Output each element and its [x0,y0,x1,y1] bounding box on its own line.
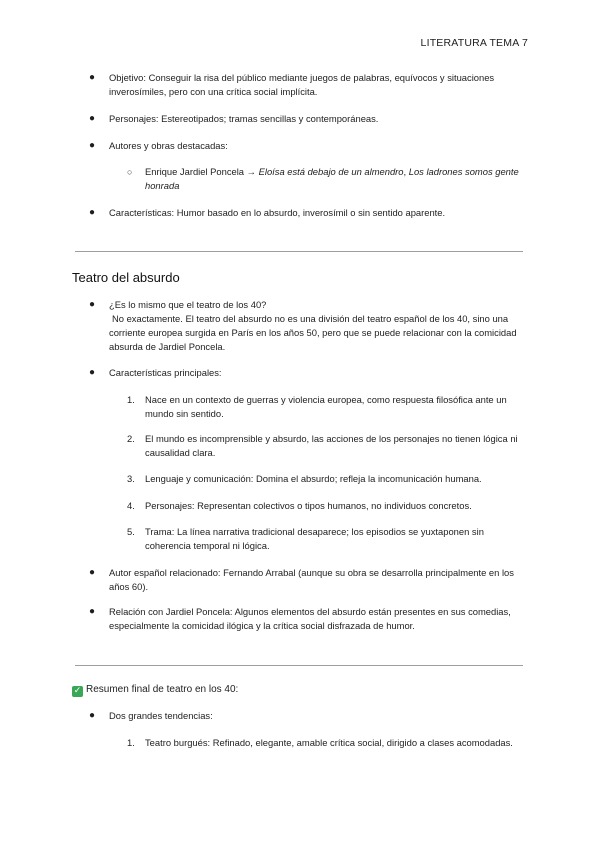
relacion-item: Relación con Jardiel Poncela: Algunos elementos del absurdo están presentes en sus comedias, especialmente la comicidad ilógica y la crítica social disfrazada de humor. [109,606,511,631]
page-header: LITERATURA TEMA 7 [420,37,528,49]
horizontal-divider [75,665,523,666]
personajes-item: Personajes: Estereotipados; tramas sencillas y contemporáneas. [109,113,379,124]
horizontal-divider [75,251,523,252]
respuesta-text: No exactamente. El teatro del absurdo no es una división del teatro español de los 40, sino una corriente europea surgida en París en los años 50, pero que se puede relacionar con la comicidad absurda de Jardiel Poncela. [109,313,517,352]
bullet-icon: ● [89,207,96,218]
list-number: 2. [127,433,135,444]
caracteristicas-principales-label: Características principales: [109,367,222,378]
bullet-icon: ● [89,140,96,151]
list-item: El mundo es incomprensible y absurdo, las acciones de los personajes no tienen lógica ni causalidad clara. [145,433,518,458]
obra-separador: , [403,166,407,177]
list-item: Teatro burgués: Refinado, elegante, amable crítica social, dirigido a clases acomodadas. [145,737,513,748]
bullet-icon: ● [89,710,96,721]
list-number: 1. [127,394,135,405]
autor-obras-item [145,165,530,193]
list-item: Personajes: Representan colectivos o tipos humanos, no individuos concretos. [145,500,472,511]
list-item: Trama: La línea narrativa tradicional desaparece; los episodios se yuxtaponen sin coherencia temporal ni lógica. [145,526,484,551]
section-heading: Teatro del absurdo [72,270,180,285]
bullet-icon: ● [89,113,96,124]
check-mark-icon: ✓ [73,686,82,696]
bullet-icon: ● [89,367,96,378]
obra-ladrones: Los ladrones somos gente honrada [145,166,519,191]
pregunta-text: ¿Es lo mismo que el teatro de los 40? [109,299,267,310]
autor-espanol-item: Autor español relacionado: Fernando Arrabal (aunque su obra se desarrolla principalmente en los años 60). [109,567,514,592]
resumen-title: Resumen final de teatro en los 40: [86,684,239,695]
bullet-icon: ● [89,299,96,310]
bullet-icon: ● [89,72,96,83]
circle-bullet-icon: ○ [127,167,133,177]
autores-item: Autores y obras destacadas: [109,140,228,151]
bullet-icon: ● [89,567,96,578]
pregunta-item [109,298,529,354]
caracteristicas-item: Características: Humor basado en lo absurdo, inverosímil o sin sentido aparente. [109,207,446,218]
list-item: Nace en un contexto de guerras y violencia europea, como respuesta filosófica ante un mundo sin sentido. [145,394,507,419]
tendencias-item: Dos grandes tendencias: [109,710,213,721]
list-number: 1. [127,737,135,748]
list-number: 4. [127,500,135,511]
list-number: 3. [127,473,135,484]
obra-eloisa: Eloísa está debajo de un almendro [258,166,404,177]
autor-nombre: Enrique Jardiel Poncela → [145,166,256,177]
list-item: Lenguaje y comunicación: Domina el absurdo; refleja la incomunicación humana. [145,473,482,484]
bullet-icon: ● [89,606,96,617]
resumen-heading [72,683,238,697]
list-number: 5. [127,526,135,537]
objetivo-item: Objetivo: Conseguir la risa del público mediante juegos de palabras, equívocos y situaciones inverosímiles, pero con una crítica social implícita. [109,72,495,97]
